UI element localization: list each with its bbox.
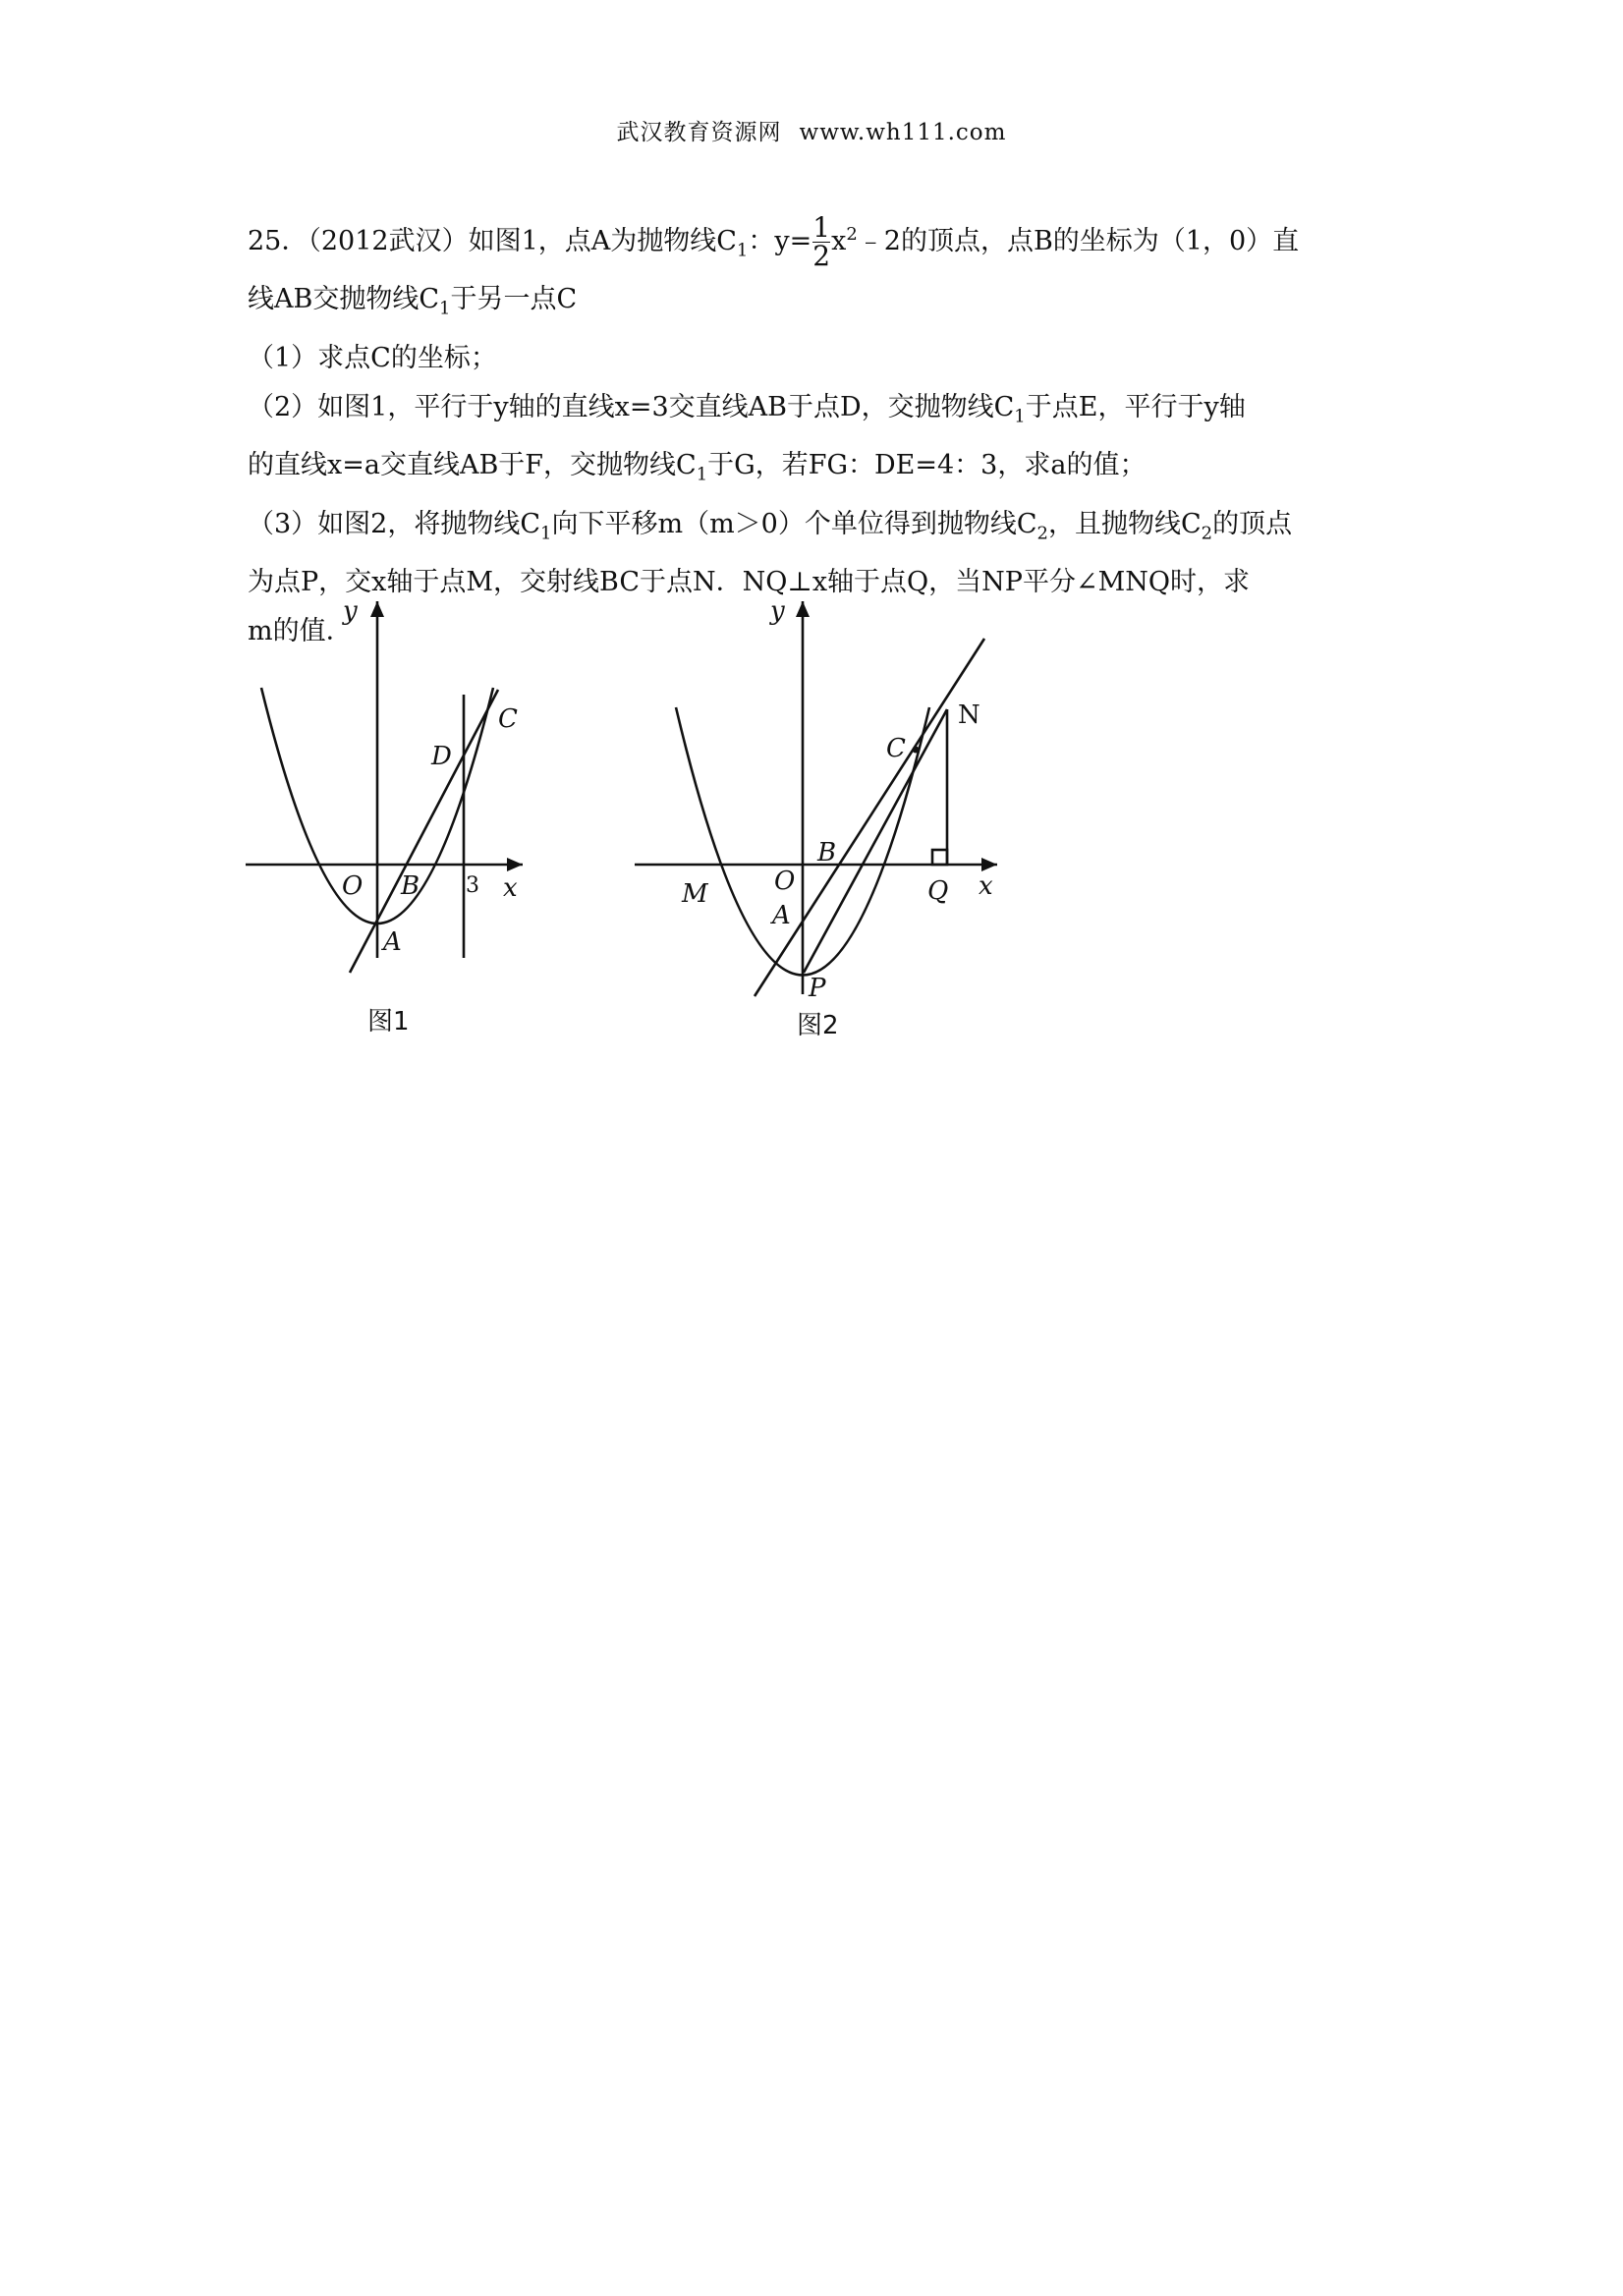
problem-line2-end: 于另一点C <box>450 284 578 315</box>
label-b: B <box>817 838 837 868</box>
part-3-line-3: m的值． <box>248 615 353 646</box>
part-2-line-1 <box>248 383 1387 441</box>
parabola-c1 <box>261 688 493 924</box>
label-x: x <box>979 871 993 901</box>
label-d: D <box>431 742 452 771</box>
subscript: 1 <box>1014 406 1026 427</box>
page-header <box>0 114 1623 146</box>
problem-line1-text: 如图1，点A为抛物线C <box>468 226 737 256</box>
subscript: 1 <box>439 298 451 319</box>
label-a: A <box>772 901 791 930</box>
part-2-line-2 <box>248 441 1387 499</box>
part-3-line-2: 为点P，交x轴于点M，交射线BC于点N．NQ⊥x轴于点Q，当NP平分∠MNQ时，求 <box>248 566 1251 597</box>
problem-number: 25． <box>248 226 308 256</box>
part2-text-end: 于点E，平行于y轴 <box>1025 391 1246 422</box>
figure-1 <box>246 596 523 1036</box>
line-ab <box>350 690 498 973</box>
fraction-denominator: 2 <box>812 240 831 272</box>
subscript: 2 <box>1036 522 1048 543</box>
header-site: www.wh111.com <box>799 120 1007 145</box>
label-x: x <box>503 873 518 903</box>
label-o: O <box>774 867 796 896</box>
subscript: 1 <box>736 240 749 261</box>
label-c: C <box>886 734 906 763</box>
part2-text: 的直线x=a交直线AB于F，交抛物线C <box>248 450 697 481</box>
label-m: M <box>682 879 708 909</box>
problem-source: （2012武汉） <box>308 226 469 256</box>
fraction-numerator: 1 <box>812 211 831 244</box>
part-3-line-1 <box>248 500 1387 558</box>
subscript: 1 <box>540 522 552 543</box>
problem-line2-text: 线AB交抛物线C <box>248 284 439 315</box>
problem-line-2 <box>248 275 1387 333</box>
label-b: B <box>401 871 420 901</box>
equation-start: ：y= <box>748 226 812 256</box>
x-axis-arrow-icon <box>981 858 997 871</box>
fraction <box>812 211 831 272</box>
x-axis-arrow-icon <box>507 858 523 871</box>
part3-text-end: 的顶点 <box>1212 508 1293 539</box>
problem-text <box>248 210 1387 656</box>
label-3: 3 <box>466 873 479 898</box>
part3-text: （3）如图2，将抛物线C <box>248 508 541 539</box>
label-o: O <box>342 871 364 901</box>
part3-text: ，且抛物线C <box>1047 508 1202 539</box>
figure-2 <box>635 596 997 1040</box>
part3-text: 向下平移m（m＞0）个单位得到抛物线C <box>551 508 1037 539</box>
part2-text: （2）如图1，平行于y轴的直线x=3交直线AB于点D，交抛物线C <box>248 391 1015 422</box>
line-bc <box>755 639 984 996</box>
right-angle-marker <box>932 850 947 865</box>
label-n: N <box>958 700 980 730</box>
equation-variable: x <box>831 226 847 256</box>
subscript: 2 <box>1201 522 1213 543</box>
subscript: 1 <box>696 464 708 485</box>
figure-1-caption: 图1 <box>367 1007 410 1036</box>
label-q: Q <box>927 876 949 906</box>
problem-line-1 <box>248 210 1387 275</box>
header-title: 武汉教育资源网 <box>616 120 782 145</box>
label-c: C <box>498 704 518 734</box>
point-c-dot <box>913 747 920 754</box>
part2-text-end: 于G，若FG：DE=4：3，求a的值； <box>707 450 1147 481</box>
label-p: P <box>809 974 826 1003</box>
part-1: （1）求点C的坐标； <box>248 342 497 373</box>
label-y: y <box>343 596 358 626</box>
superscript: 2 <box>846 224 858 245</box>
problem-line1-end: ﹣2的顶点，点B的坐标为（1，0）直 <box>857 226 1300 256</box>
label-a: A <box>383 927 402 957</box>
label-y: y <box>770 596 785 626</box>
line-pn <box>804 709 947 973</box>
figure-2-caption: 图2 <box>797 1011 839 1040</box>
parabola-c2 <box>676 707 929 976</box>
